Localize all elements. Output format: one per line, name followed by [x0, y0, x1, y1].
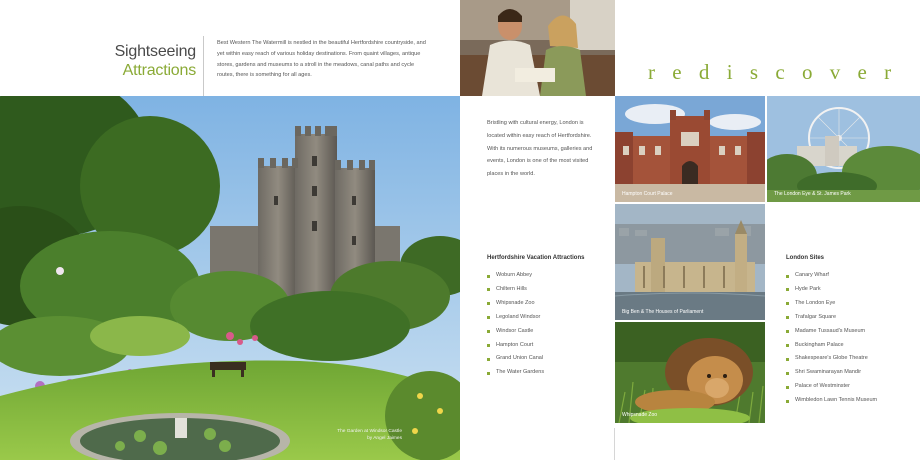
- header-divider: [203, 36, 204, 96]
- list-item: [487, 311, 597, 325]
- bullet-icon: [786, 302, 789, 305]
- list-item: [786, 269, 906, 283]
- intro-paragraph: Best Western The Watermill is nestled in the beautiful Hertfordshire countryside, and yet within easy reach of various holiday destinations. From quaint villages, antique stores, gardens and museums to a stroll in the meadows, canal paths and cycle routes, there is something for all ages.: [217, 40, 426, 79]
- bullet-icon: [786, 400, 789, 403]
- bullet-icon: [487, 372, 490, 375]
- london-sites-list: [786, 269, 906, 408]
- couple-photo: [460, 0, 615, 96]
- list-item: [786, 380, 906, 394]
- list-item: [487, 339, 597, 353]
- list-item-label: The London Eye: [795, 299, 836, 306]
- lion-caption: Whipsnade Zoo: [622, 412, 658, 418]
- bullet-icon: [487, 275, 490, 278]
- list-item-label: Wimbledon Lawn Tennis Museum: [795, 397, 878, 404]
- bullet-icon: [786, 316, 789, 319]
- hampton-court-photo: [615, 96, 765, 202]
- bullet-icon: [487, 344, 490, 347]
- list-item-label: Windsor Castle: [496, 327, 534, 334]
- bullet-icon: [786, 344, 789, 347]
- list-item: [786, 394, 906, 408]
- list-item-label: Trafalgar Square: [795, 313, 837, 320]
- list-item-label: Palace of Westminster: [795, 383, 850, 390]
- list-item-label: Woburn Abbey: [496, 272, 532, 278]
- hampton-court-caption: Hampton Court Palace: [622, 191, 673, 197]
- left-header: [0, 0, 460, 96]
- bullet-icon: [786, 358, 789, 361]
- list-item: [487, 269, 597, 283]
- london-intro-paragraph: Bristling with cultural energy, London is located within easy reach of Hertfordshire. With its numerous museums, galleries and events, London is one of the most visited places in the world.: [487, 120, 593, 178]
- bullet-icon: [487, 288, 490, 291]
- bullet-icon: [786, 330, 789, 333]
- list-item: [786, 339, 906, 353]
- big-ben-photo: [615, 204, 765, 320]
- bullet-icon: [487, 316, 490, 319]
- list-item: [786, 283, 906, 297]
- bullet-icon: [786, 386, 789, 389]
- list-item: [786, 311, 906, 325]
- bullet-icon: [487, 358, 490, 361]
- list-item-label: Buckingham Palace: [795, 341, 844, 348]
- list-item: [487, 283, 597, 297]
- rediscover-heading: rediscover: [648, 60, 909, 84]
- hertfordshire-list: [487, 269, 597, 380]
- list-item-label: Shri Swaminarayan Mandir: [795, 369, 862, 376]
- bullet-icon: [786, 275, 789, 278]
- lion-photo: [615, 322, 765, 423]
- list-item-label: Canary Wharf: [795, 272, 829, 278]
- list-item-label: Hyde Park: [795, 285, 821, 292]
- title-attractions: Attractions: [122, 62, 196, 79]
- bullet-icon: [487, 330, 490, 333]
- photo-credit-line2: by Angel Jaimes: [367, 436, 402, 441]
- column-divider: [614, 428, 615, 460]
- hertfordshire-list-section: [487, 253, 597, 380]
- list-item: [487, 352, 597, 366]
- title-sightseeing: Sightseeing: [114, 43, 196, 60]
- list-item: [786, 366, 906, 380]
- big-ben-caption: Big Ben & The Houses of Parliament: [622, 309, 704, 315]
- photo-credit-line1: The Garden at Windsor Castle: [337, 429, 402, 434]
- list-item: [487, 325, 597, 339]
- list-item-label: Grand Union Canal: [496, 355, 544, 362]
- bullet-icon: [786, 288, 789, 291]
- list-item-label: Hampton Court: [496, 341, 534, 348]
- london-eye-caption: The London Eye & St. James Park: [774, 191, 851, 197]
- list-item-label: Legoland Windsor: [496, 313, 541, 320]
- list-item-label: Madame Tussaud's Museum: [795, 327, 866, 334]
- london-sites-title: London Sites: [786, 255, 824, 261]
- list-item: [487, 366, 597, 380]
- bullet-icon: [487, 302, 490, 305]
- list-item: [786, 297, 906, 311]
- list-item: [786, 352, 906, 366]
- windsor-garden-photo: [0, 96, 460, 460]
- list-item-label: Chiltern Hills: [496, 285, 527, 292]
- list-item: [487, 297, 597, 311]
- bullet-icon: [786, 372, 789, 375]
- list-item-label: The Water Gardens: [496, 369, 545, 376]
- london-sites-section: [786, 253, 906, 408]
- london-eye-photo: [767, 96, 920, 202]
- list-item-label: Whipsnade Zoo: [496, 299, 535, 306]
- page-title: [100, 42, 196, 80]
- photo-credit: [337, 428, 402, 442]
- list-item-label: Shakespeare's Globe Theatre: [795, 355, 868, 362]
- hertfordshire-list-title: Hertfordshire Vacation Attractions: [487, 255, 585, 261]
- list-item: [786, 325, 906, 339]
